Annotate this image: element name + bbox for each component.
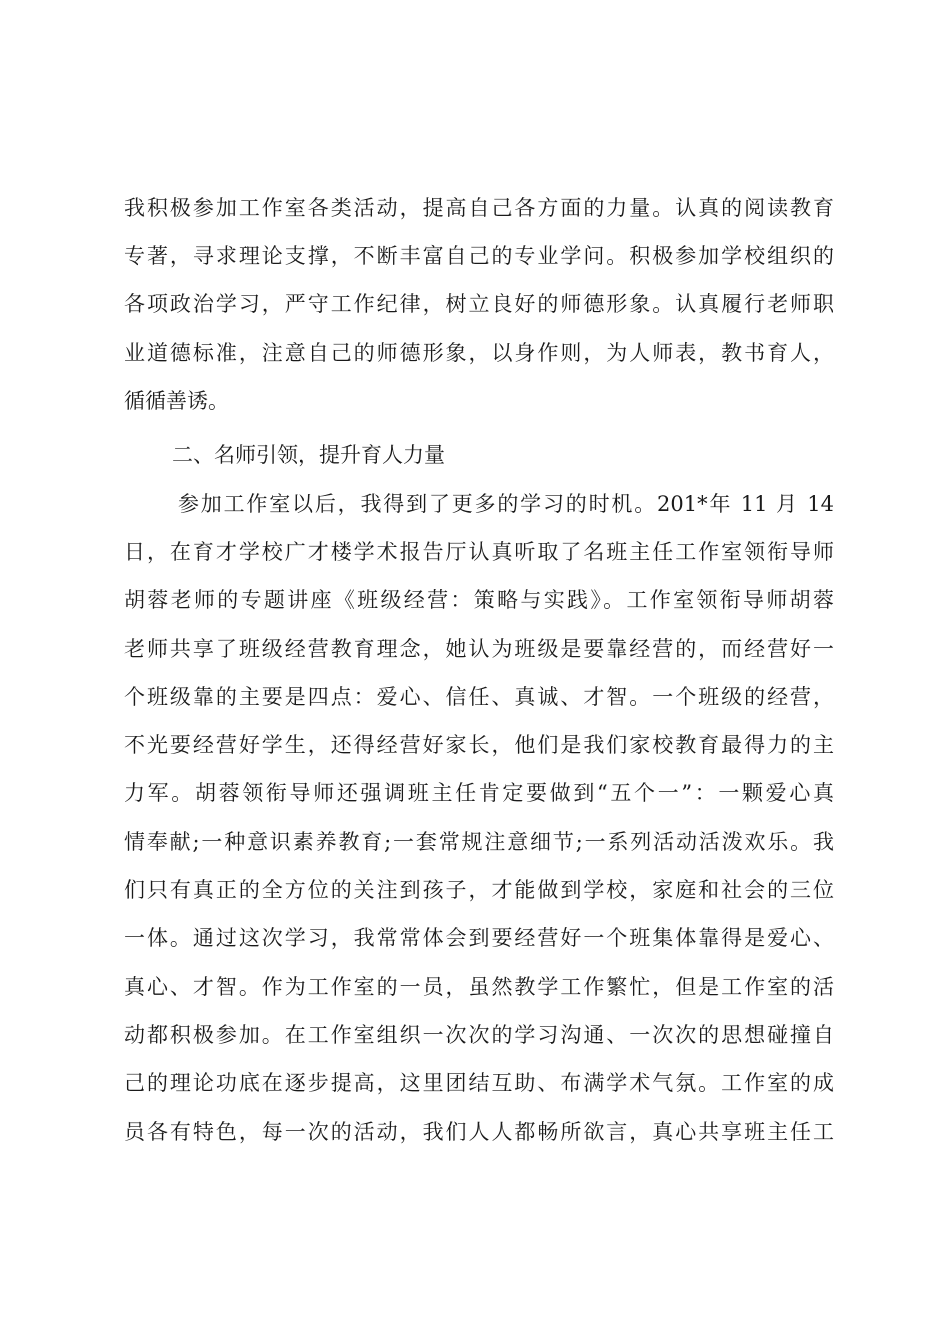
paragraph-line: 我积极参加工作室各类活动，提高自己各方面的力量。认真的阅读教育: [124, 196, 834, 220]
paragraph-line: 各项政治学习，严守工作纪律，树立良好的师德形象。认真履行老师职: [124, 292, 834, 316]
paragraph-line: 循循善诱。: [124, 389, 229, 413]
paragraph-line: 情奉献;一种意识素养教育;一套常规注意细节;一系列活动活泼欢乐。我: [124, 830, 834, 854]
section-heading: 二、名师引领，提升育人力量: [172, 443, 445, 467]
paragraph-line: 日，在育才学校广才楼学术报告厅认真听取了名班主任工作室领衔导师: [124, 540, 834, 564]
paragraph-line: 不光要经营好学生，还得经营好家长，他们是我们家校教育最得力的主: [124, 733, 834, 757]
paragraph-line: 业道德标准，注意自己的师德形象，以身作则，为人师表，教书育人，: [124, 341, 834, 365]
paragraph-line: 们只有真正的全方位的关注到孩子，才能做到学校，家庭和社会的三位: [124, 878, 834, 902]
paragraph-line: 参加工作室以后，我得到了更多的学习的时机。201*年 11 月 14: [178, 492, 834, 516]
paragraph-line: 力军。胡蓉领衔导师还强调班主任肯定要做到“五个一”：一颗爱心真: [124, 781, 834, 805]
paragraph-line: 胡蓉老师的专题讲座《班级经营：策略与实践》。工作室领衔导师胡蓉: [124, 588, 834, 612]
paragraph-line: 己的理论功底在逐步提高，这里团结互助、布满学术气氛。工作室的成: [124, 1071, 834, 1095]
paragraph-line: 真心、才智。作为工作室的一员，虽然教学工作繁忙，但是工作室的活: [124, 975, 834, 999]
paragraph-line: 老师共享了班级经营教育理念，她认为班级是要靠经营的，而经营好一: [124, 637, 834, 661]
paragraph-line: 专著，寻求理论支撑，不断丰富自己的专业学问。积极参加学校组织的: [124, 244, 834, 268]
paragraph-line: 一体。通过这次学习，我常常体会到要经营好一个班集体靠得是爱心、: [124, 926, 834, 950]
paragraph-line: 员各有特色，每一次的活动，我们人人都畅所欲言，真心共享班主任工: [124, 1120, 834, 1144]
paragraph-line: 个班级靠的主要是四点：爱心、信任、真诚、才智。一个班级的经营，: [124, 685, 834, 709]
paragraph-line: 动都积极参加。在工作室组织一次次的学习沟通、一次次的思想碰撞自: [124, 1023, 834, 1047]
